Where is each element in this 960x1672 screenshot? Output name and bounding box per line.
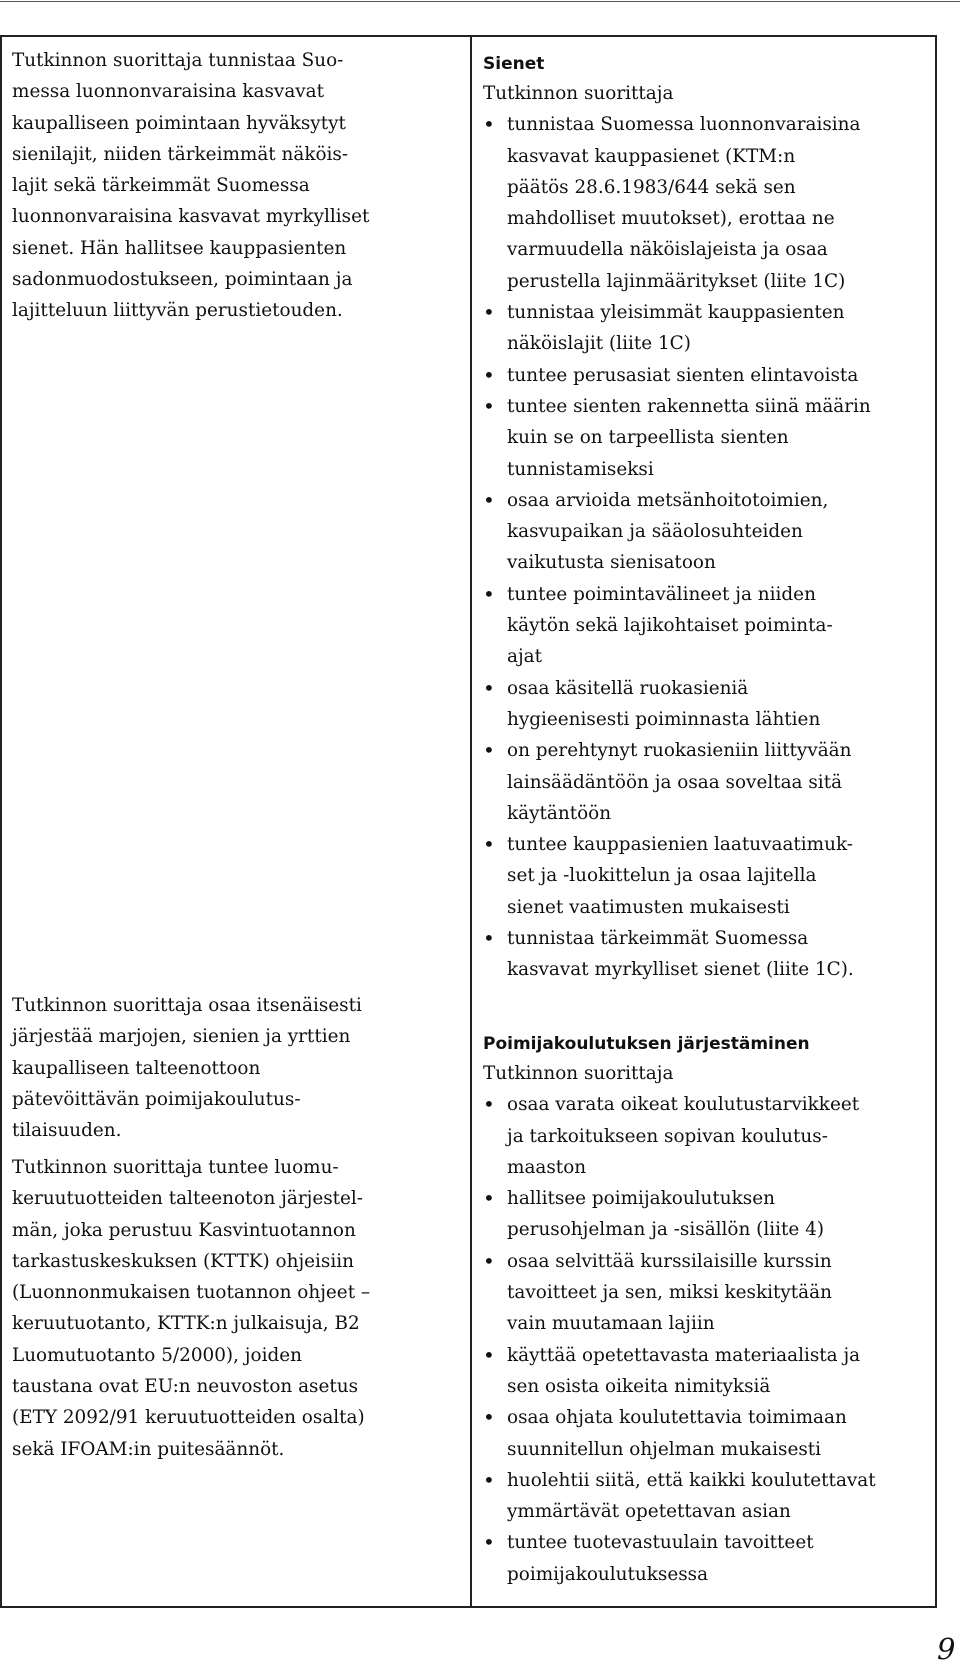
criteria-list (483, 1089, 931, 1590)
section-intro: Tutkinnon suorittaja (483, 83, 674, 104)
list-item: • osaa ohjata koulutettavia toimimaan suunnitellun ohjelman mukaisesti (483, 1402, 931, 1465)
list-item: • hallitsee poimijakoulutuksen perusohjelman ja -sisällön (liite 4) (483, 1183, 931, 1246)
list-item: • tuntee perusasiat sienten elintavoista (483, 360, 931, 391)
section-heading: Sienet (483, 54, 545, 74)
list-item: • tuntee sienten rakennetta siinä määrin kuin se on tarpeellista sienten tunnistamiseksi (483, 391, 931, 485)
section-poimijakoulutus (483, 1030, 931, 1590)
list-item: • tuntee poimintavälineet ja niiden käytön sekä lajikohtaiset poiminta- ajat (483, 579, 931, 673)
page-number: 9 (937, 1632, 956, 1666)
mushroom-summary: Tutkinnon suorittaja tunnistaa Suo- messa luonnonvaraisina kasvavat kaupalliseen poimintaan hyväksytyt sienilajit, niiden tärkeimmät näköis- lajit sekä tärkeimmät Suomessa luonnonvaraisina kasvavat myrkylliset sienet. Hän hallitsee kauppasienten sadonmuodostukseen, poimintaan ja lajitteluun liittyvän perustietouden. (12, 50, 370, 322)
section-intro: Tutkinnon suorittaja (483, 1063, 674, 1084)
content-table (0, 35, 937, 1608)
list-item: • osaa käsitellä ruokasieniä hygieenisesti poiminnasta lähtien (483, 673, 931, 736)
list-item: • tunnistaa yleisimmät kauppasienten näköislajit (liite 1C) (483, 297, 931, 360)
list-item: • osaa selvittää kurssilaisille kurssin tavoitteet ja sen, miksi keskitytään vain muutamaan lajiin (483, 1246, 931, 1340)
column-divider (470, 37, 472, 1606)
list-item: • osaa varata oikeat koulutustarvikkeet ja tarkoitukseen sopivan koulutus- maaston (483, 1089, 931, 1183)
criteria-list (483, 109, 931, 985)
list-item: • tunnistaa Suomessa luonnonvaraisina kasvavat kauppasienet (KTM:n päätös 28.6.1983/644 sekä sen mahdolliset muutokset), erottaa ne varmuudella näköislajeista ja osaa perustella lajinmääritykset (liite 1C) (483, 109, 931, 297)
section-heading: Poimijakoulutuksen järjestäminen (483, 1034, 810, 1054)
section-sienet (483, 50, 931, 986)
top-rule (0, 1, 960, 2)
list-item: • käyttää opetettavasta materiaalista ja sen osista oikeita nimityksiä (483, 1340, 931, 1403)
list-item: • osaa arvioida metsänhoitotoimien, kasvupaikan ja sääolosuhteiden vaikutusta sienisatoon (483, 485, 931, 579)
training-summary: Tutkinnon suorittaja osaa itsenäisesti järjestää marjojen, sienien ja yrttien kaupalliseen talteenottoon pätevöittävän poimijakoulutus- tilaisuuden. (12, 995, 362, 1142)
list-item: • tunnistaa tärkeimmät Suomessa kasvavat myrkylliset sienet (liite 1C). (483, 923, 931, 986)
list-item: • tuntee tuotevastuulain tavoitteet poimijakoulutuksessa (483, 1527, 931, 1590)
organic-collection-summary: Tutkinnon suorittaja tuntee luomu- keruutuotteiden talteenoton järjestel- män, joka perustuu Kasvintuotannon tarkastuskeskuksen (KTTK) ohjeisiin (Luonnonmukaisen tuotannon ohjeet – keruutuotanto, KTTK:n julkaisuja, B2 Luomutuotanto 5/2000), joiden taustana ovat EU:n neuvoston asetus (ETY 2092/91 keruutuotteiden osalta) sekä IFOAM:in puitesäännöt. (12, 1157, 371, 1460)
list-item: • on perehtynyt ruokasieniin liittyvään lainsäädäntöön ja osaa soveltaa sitä käytäntöön (483, 735, 931, 829)
right-column (483, 50, 931, 1585)
left-column (12, 45, 462, 1460)
list-item: • tuntee kauppasienien laatuvaatimuk- set ja -luokittelun ja osaa lajitella sienet vaatimusten mukaisesti (483, 829, 931, 923)
list-item: • huolehtii siitä, että kaikki koulutettavat ymmärtävät opetettavan asian (483, 1465, 931, 1528)
